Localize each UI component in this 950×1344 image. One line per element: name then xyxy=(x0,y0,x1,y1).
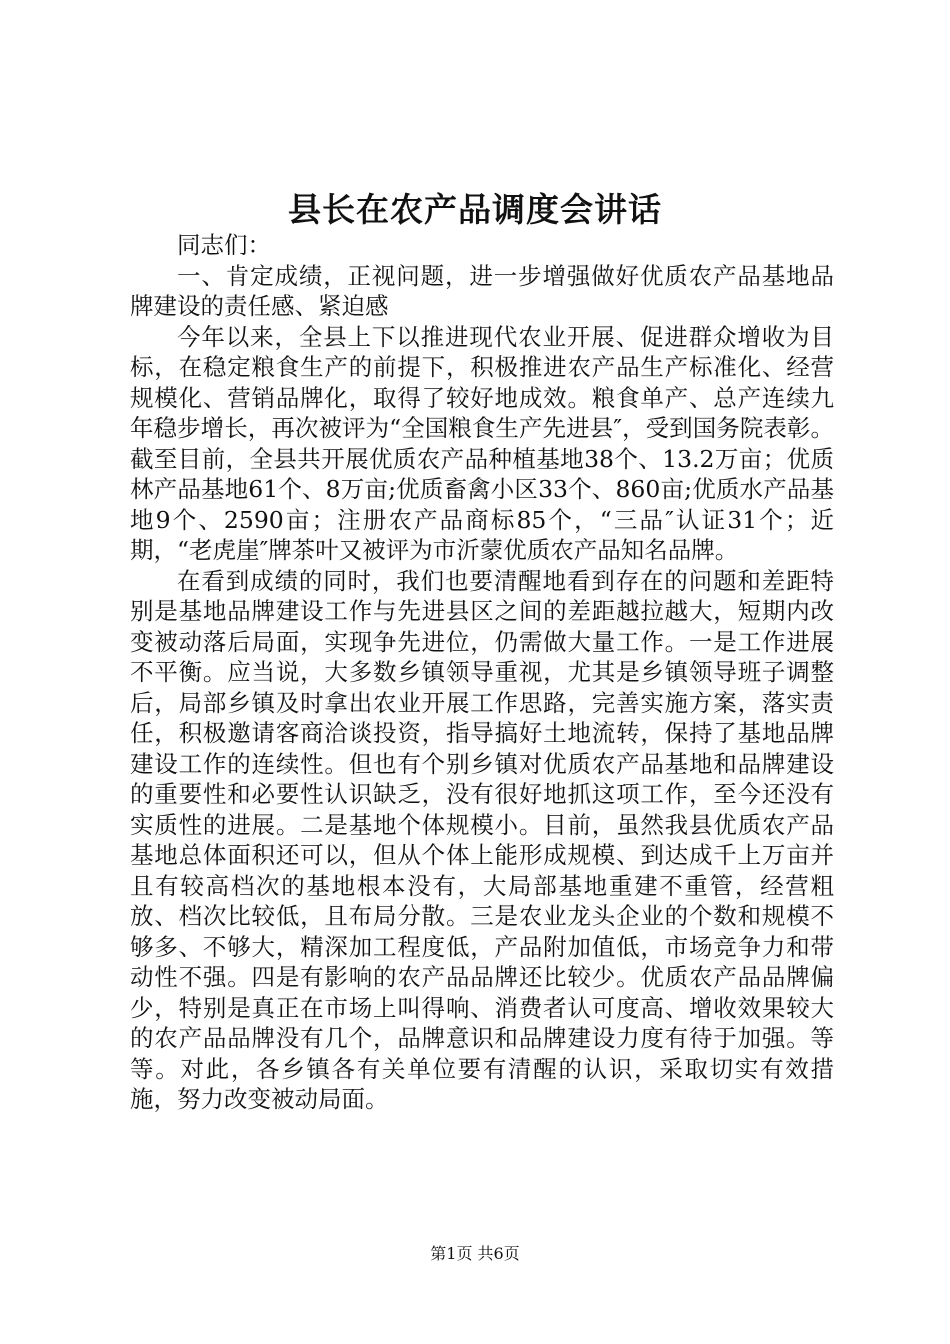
achievements-paragraph: 今年以来，全县上下以推进现代农业开展、促进群众增收为目标，在稳定粮食生产的前提下，积极推进农产品生产标准化、经营规模化、营销品牌化，取得了较好地成效。粮食单产、总产连续九年稳步增长，再次被评为“全国粮食生产先进县″，受到国务院表彰。截至目前，全县共开展优质农产品种植基地38个、13.2万亩；优质林产品基地61个、8万亩;优质畜禽小区33个、860亩;优质水产品基地9个、2590亩；注册农产品商标85个，“三品″认证31个；近期，“老虎崖″牌茶叶又被评为市沂蒙优质农产品知名品牌。 xyxy=(130,322,834,564)
document-title: 县长在农产品调度会讲话 xyxy=(288,190,662,229)
section-heading-paragraph: 一、肯定成绩，正视问题，进一步增强做好优质农产品基地品牌建设的责任感、紧迫感 xyxy=(130,261,834,320)
problems-paragraph: 在看到成绩的同时，我们也要清醒地看到存在的问题和差距特别是基地品牌建设工作与先进县区之间的差距越拉越大，短期内改变被动落后局面，实现争先进位，仍需做大量工作。一是工作进展不平衡。应当说，大多数乡镇领导重视，尤其是乡镇领导班子调整后，局部乡镇及时拿出农业开展工作思路，完善实施方案，落实责任，积极邀请客商洽谈投资，指导搞好土地流转，保持了基地品牌建设工作的连续性。但也有个别乡镇对优质农产品基地和品牌建设的重要性和必要性认识缺乏，没有很好地抓这项工作，至今还没有实质性的进展。二是基地个体规模小。目前，虽然我县优质农产品基地总体面积还可以，但从个体上能形成规模、到达成千上万亩并且有较高档次的基地根本没有，大局部基地重建不重管，经营粗放、档次比较低，且布局分散。三是农业龙头企业的个数和规模不够多、不够大，精深加工程度低，产品附加值低，市场竞争力和带动性不强。四是有影响的农产品品牌还比较少。优质农产品品牌偏少，特别是真正在市场上叫得响、消费者认可度高、增收效果较大的农产品品牌没有几个，品牌意识和品牌建设力度有待于加强。等等。对此，各乡镇各有关单位要有清醒的认识，采取切实有效措施，努力改变被动局面。 xyxy=(130,566,834,1113)
document-body xyxy=(130,230,834,1115)
salutation-paragraph: 同志们： xyxy=(177,231,271,259)
page-number-footer: 第1页 共6页 xyxy=(430,1244,520,1263)
